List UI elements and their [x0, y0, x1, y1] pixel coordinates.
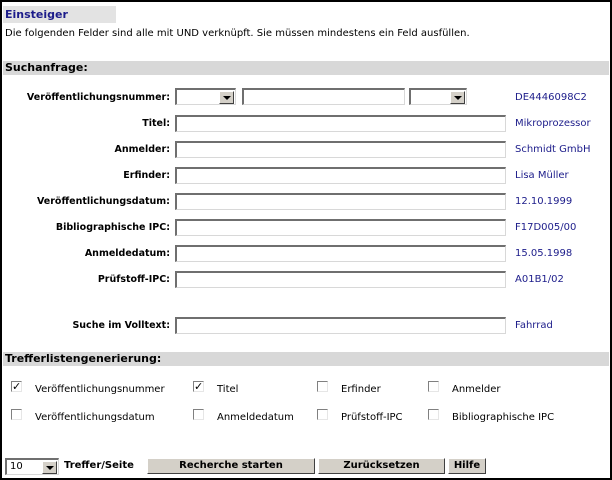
inventor-value: Lisa Müller — [515, 170, 569, 181]
checkbox-pubdate[interactable] — [11, 409, 22, 420]
checkbox-label: Erfinder — [341, 384, 381, 395]
checkbox-appdate[interactable] — [193, 409, 204, 420]
hits-per-page-label: Treffer/Seite — [64, 460, 134, 471]
pubdate-label: Veröffentlichungsdatum: — [36, 196, 170, 207]
appdate-label: Anmeldedatum: — [84, 248, 170, 259]
checkbox-inventor[interactable] — [317, 381, 328, 392]
intro-text: Die folgenden Felder sind alle mit UND verknüpft. Sie müssen mindestens ein Feld ausfüllen. — [5, 28, 470, 39]
checkbox-pubnum[interactable]: ✓ — [12, 380, 22, 393]
pubdate-input[interactable] — [175, 193, 506, 210]
chevron-down-icon[interactable] — [450, 91, 465, 104]
fulltext-value: Fahrrad — [515, 320, 553, 331]
checkbox-label: Prüfstoff-IPC — [341, 412, 403, 423]
hits-per-page-value: 10 — [10, 461, 23, 472]
appdate-value: 15.05.1998 — [515, 248, 573, 259]
pubnum-value: DE4446098C2 — [515, 92, 587, 103]
ipc-input[interactable] — [175, 219, 506, 236]
section-search-header: Suchanfrage: — [3, 61, 609, 75]
hits-per-page-select[interactable] — [5, 458, 59, 475]
chevron-down-icon[interactable] — [42, 461, 57, 474]
checkbox-title[interactable]: ✓ — [194, 380, 204, 393]
pubnum-country-select[interactable] — [175, 88, 236, 105]
fulltext-input[interactable] — [175, 317, 506, 334]
ipc-label: Bibliographische IPC: — [55, 222, 170, 233]
checkbox-label: Bibliographische IPC — [452, 412, 555, 423]
pubnum-kind-select[interactable] — [409, 88, 467, 105]
appdate-input[interactable] — [175, 245, 506, 262]
checkbox-testipc[interactable] — [317, 409, 328, 420]
checkbox-label: Veröffentlichungsdatum — [35, 412, 155, 423]
checkbox-label: Veröffentlichungsnummer — [35, 384, 165, 395]
chevron-down-icon[interactable] — [219, 91, 234, 104]
section-results-header: Trefferlistengenerierung: — [3, 352, 609, 366]
pubnum-label: Veröffentlichungsnummer: — [26, 92, 170, 103]
checkbox-applicant[interactable] — [428, 381, 439, 392]
applicant-label: Anmelder: — [114, 144, 170, 155]
checkbox-ipc[interactable] — [428, 409, 439, 420]
checkbox-label: Anmeldedatum — [217, 412, 294, 423]
ipc-value: F17D005/00 — [515, 222, 577, 233]
start-search-button[interactable]: Recherche starten — [147, 458, 315, 474]
testipc-value: A01B1/02 — [515, 274, 564, 285]
pubdate-value: 12.10.1999 — [515, 196, 573, 207]
testipc-label: Prüfstoff-IPC: — [97, 274, 170, 285]
title-label: Titel: — [142, 118, 170, 129]
title-input[interactable] — [175, 115, 506, 132]
testipc-input[interactable] — [175, 271, 506, 288]
inventor-input[interactable] — [175, 167, 506, 184]
title-value: Mikroprozessor — [515, 118, 591, 129]
reset-button[interactable]: Zurücksetzen — [318, 458, 445, 474]
help-button[interactable]: Hilfe — [448, 458, 486, 474]
applicant-input[interactable] — [175, 141, 506, 158]
applicant-value: Schmidt GmbH — [515, 144, 591, 155]
checkbox-label: Anmelder — [452, 384, 501, 395]
page-title: Einsteiger — [3, 6, 116, 23]
checkbox-label: Titel — [217, 384, 239, 395]
inventor-label: Erfinder: — [123, 170, 170, 181]
fulltext-label: Suche im Volltext: — [72, 320, 170, 331]
pubnum-number-input[interactable] — [242, 88, 405, 105]
